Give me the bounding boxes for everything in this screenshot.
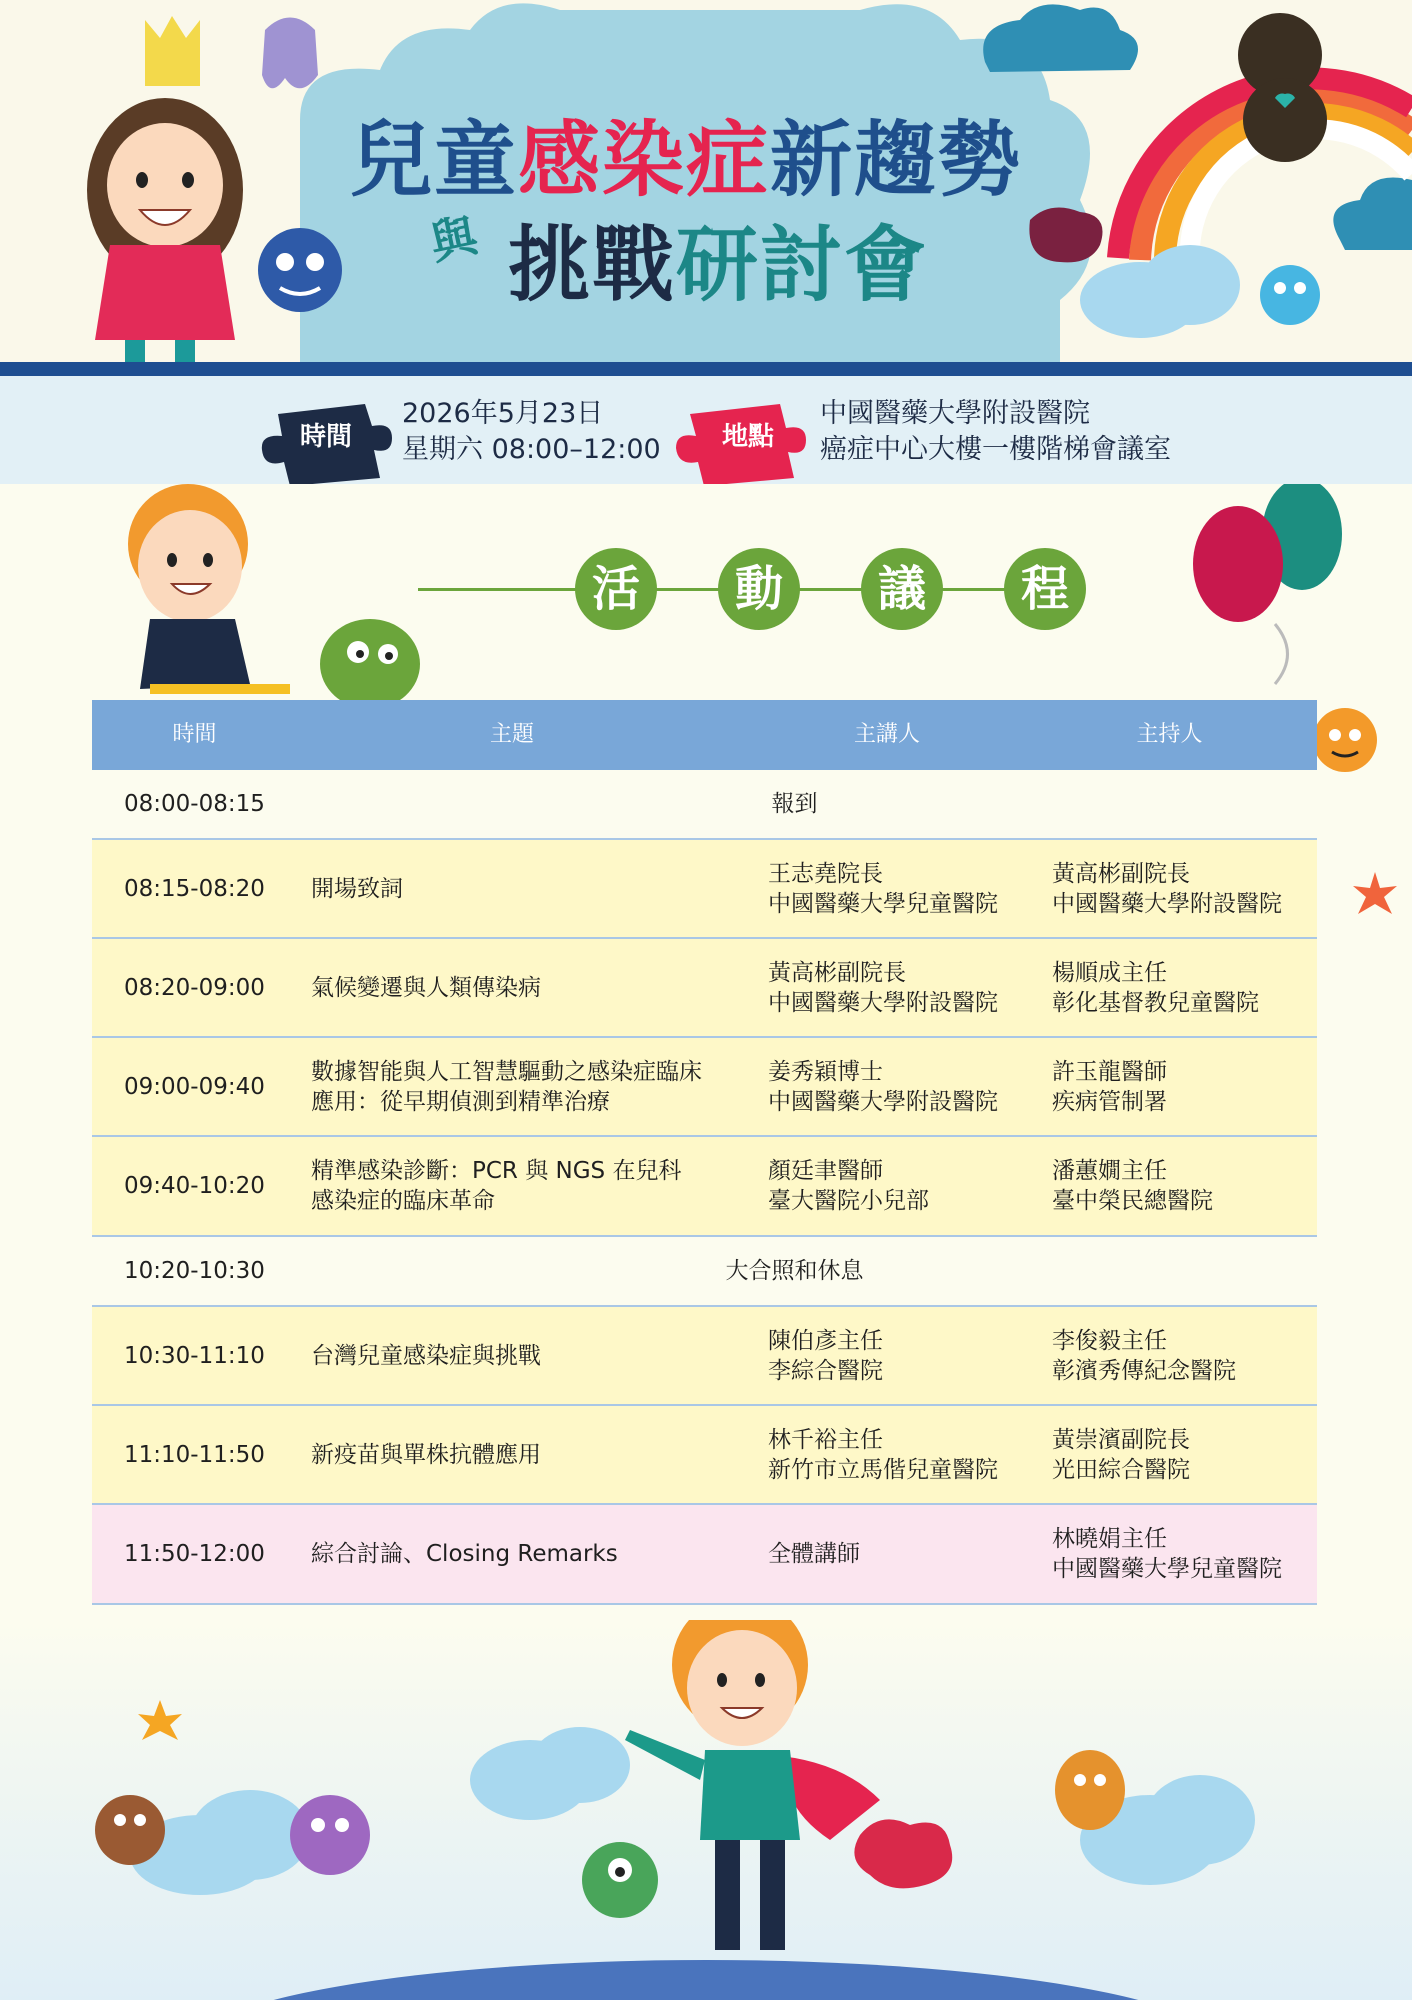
- speaker-line: 顏廷聿醫師: [768, 1158, 883, 1184]
- host-line: 楊順成主任: [1052, 959, 1167, 986]
- row-time: 09:40-10:20: [124, 1173, 265, 1199]
- host-line: 林曉娟主任: [1052, 1526, 1167, 1552]
- speaker-line: 王志堯院長: [768, 860, 883, 887]
- row-span-text: 報到: [771, 791, 818, 817]
- event-date: 2026年5月23日: [402, 398, 604, 429]
- info-band: [0, 376, 1412, 484]
- table-row: [92, 1307, 1317, 1406]
- row-speaker: [768, 1539, 1038, 1569]
- row-host: [1052, 1057, 1312, 1117]
- row-speaker: [768, 1156, 1038, 1216]
- agenda-heading-char: 議: [861, 548, 943, 630]
- event-time: 星期六 08:00–12:00: [402, 434, 661, 465]
- host-line: 光田綜合醫院: [1052, 1456, 1190, 1483]
- header-speaker: 主講人: [853, 722, 920, 747]
- row-host: [1052, 1326, 1312, 1386]
- row-topic: [311, 1539, 751, 1569]
- row-speaker: [768, 859, 1038, 919]
- host-line: 中國醫藥大學兒童醫院: [1052, 1556, 1282, 1582]
- table-row: [92, 840, 1317, 939]
- table-row: [92, 1237, 1317, 1307]
- speaker-line: 黃高彬副院長: [768, 959, 906, 986]
- row-host: [1052, 1425, 1312, 1485]
- row-time: 11:10-11:50: [124, 1441, 265, 1468]
- header-time: 時間: [172, 722, 217, 747]
- star-icon: [1350, 870, 1400, 920]
- bottom-scene: [0, 1620, 1412, 2000]
- speaker-line: 中國醫藥大學附設醫院: [768, 1088, 998, 1115]
- table-row: [92, 1406, 1317, 1505]
- table-row: [92, 1505, 1317, 1605]
- title-part: 研討會: [676, 218, 929, 313]
- agenda-illustration: [0, 484, 1412, 700]
- speaker-line: 李綜合醫院: [768, 1357, 883, 1384]
- speaker-line: 中國醫藥大學兒童醫院: [768, 890, 998, 917]
- table-row: [92, 1137, 1317, 1237]
- topic-line: 精準感染診斷：PCR 與 NGS 在兒科: [311, 1158, 682, 1184]
- topic-line: 應用：從早期偵測到精準治療: [311, 1088, 610, 1115]
- row-host: [1052, 958, 1312, 1018]
- row-topic: [311, 1341, 751, 1371]
- row-time: 11:50-12:00: [124, 1541, 265, 1567]
- title-part: 挑戰: [508, 218, 677, 313]
- host-line: 彰化基督教兒童醫院: [1052, 989, 1259, 1016]
- title-part: 新趨勢: [770, 113, 1023, 208]
- header-banner: [0, 0, 1412, 362]
- topic-line: 數據智能與人工智慧驅動之感染症臨床: [311, 1058, 702, 1085]
- puzzle-icons: [0, 376, 1412, 484]
- topic-line: 氣候變遷與人類傳染病: [311, 974, 541, 1001]
- agenda-heading-char: 動: [718, 548, 800, 630]
- row-topic: [311, 1440, 751, 1470]
- event-venue: [820, 396, 1171, 468]
- speaker-line: 新竹市立馬偕兒童醫院: [768, 1456, 998, 1483]
- row-time: 08:15-08:20: [124, 875, 265, 902]
- row-host: [1052, 1524, 1312, 1584]
- host-line: 疾病管制署: [1052, 1088, 1167, 1115]
- host-line: 黃高彬副院長: [1052, 860, 1190, 887]
- host-line: 彰濱秀傳紀念醫院: [1052, 1357, 1236, 1384]
- header-stripe: [0, 362, 1412, 376]
- row-host: [1052, 1156, 1312, 1216]
- event-date-time: [402, 396, 661, 468]
- title-part: 感染症: [518, 113, 771, 208]
- row-time: 10:20-10:30: [124, 1258, 265, 1284]
- row-topic: [311, 874, 751, 904]
- table-header: [92, 700, 1317, 770]
- event-title-line1: [350, 95, 1022, 212]
- row-speaker: [768, 1057, 1038, 1117]
- agenda-heading-char: 活: [575, 548, 657, 630]
- host-line: 黃崇濱副院長: [1052, 1426, 1190, 1453]
- speaker-line: 中國醫藥大學附設醫院: [768, 989, 998, 1016]
- bottom-illustration: [0, 1620, 1412, 2000]
- row-speaker: [768, 1425, 1038, 1485]
- venue-line1: 中國醫藥大學附設醫院: [820, 398, 1090, 429]
- header-topic: 主題: [489, 722, 534, 747]
- host-line: 中國醫藥大學附設醫院: [1052, 890, 1282, 917]
- title-connector: 與: [425, 207, 484, 271]
- topic-line: 台灣兒童感染症與挑戰: [311, 1342, 541, 1369]
- topic-line: 綜合討論、Closing Remarks: [311, 1541, 618, 1567]
- header-host: 主持人: [1136, 722, 1203, 747]
- row-topic: [311, 973, 751, 1003]
- topic-line: 新疫苗與單株抗體應用: [311, 1441, 541, 1468]
- speaker-line: 姜秀穎博士: [768, 1058, 883, 1085]
- venue-line2: 癌症中心大樓一樓階梯會議室: [820, 434, 1171, 465]
- location-label: 地點: [722, 422, 775, 452]
- row-time: 10:30-11:10: [124, 1342, 265, 1369]
- host-line: 許玉龍醫師: [1052, 1058, 1167, 1085]
- table-row: [92, 939, 1317, 1038]
- speaker-line: 林千裕主任: [768, 1426, 883, 1453]
- topic-line: 感染症的臨床革命: [311, 1188, 495, 1214]
- event-title-line2: [508, 200, 928, 317]
- row-topic: [311, 1156, 751, 1216]
- time-label: 時間: [300, 422, 353, 452]
- speaker-line: 陳伯彥主任: [768, 1327, 883, 1354]
- agenda-heading-char: 程: [1004, 548, 1086, 630]
- row-topic: [311, 1057, 751, 1117]
- host-line: 李俊毅主任: [1052, 1327, 1167, 1354]
- host-line: 臺中榮民總醫院: [1052, 1188, 1213, 1214]
- speaker-line: 臺大醫院小兒部: [768, 1188, 929, 1214]
- title-part: 兒童: [350, 113, 519, 208]
- speaker-line: 全體講師: [768, 1541, 860, 1567]
- table-row: [92, 770, 1317, 840]
- row-speaker: [768, 1326, 1038, 1386]
- table-row: [92, 1038, 1317, 1137]
- row-time: 08:20-09:00: [124, 974, 265, 1001]
- host-line: 潘蕙嫺主任: [1052, 1158, 1167, 1184]
- topic-line: 開場致詞: [311, 875, 403, 902]
- row-time: 09:00-09:40: [124, 1073, 265, 1100]
- row-span-text: 大合照和休息: [725, 1258, 864, 1284]
- row-speaker: [768, 958, 1038, 1018]
- row-time: 08:00-08:15: [124, 791, 265, 817]
- row-host: [1052, 859, 1312, 919]
